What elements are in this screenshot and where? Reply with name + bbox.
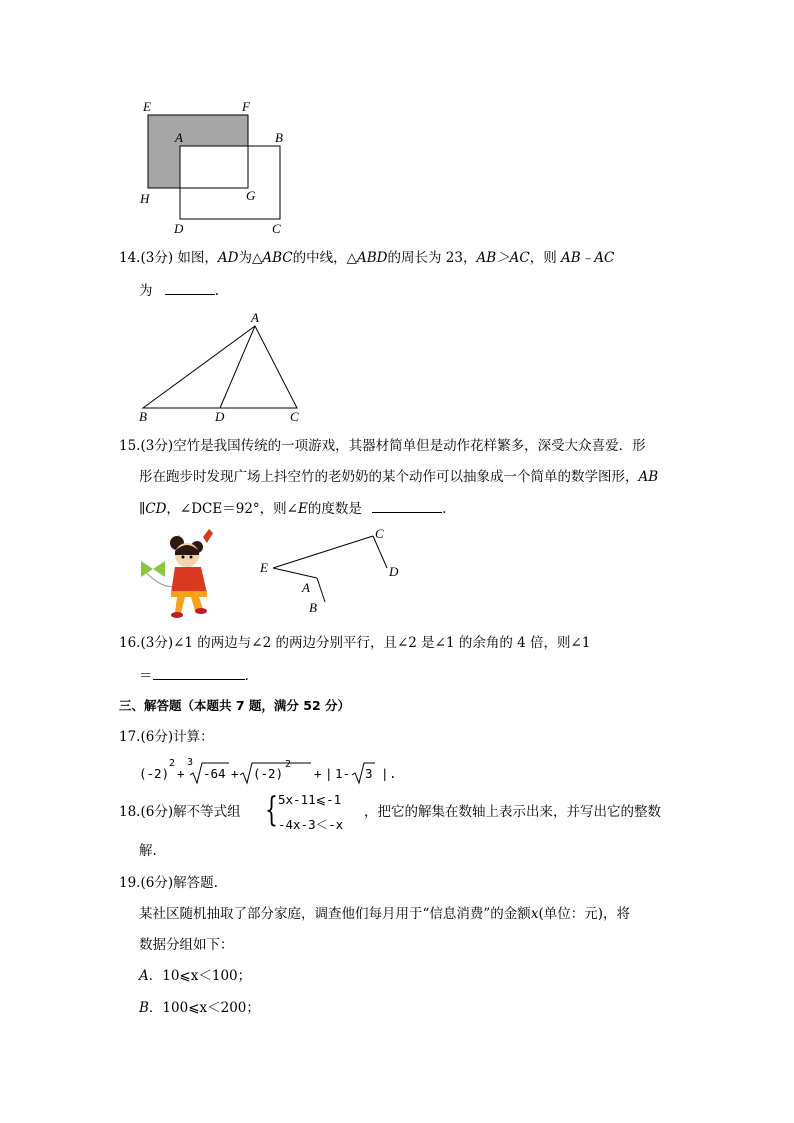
q15-mid: ，则∠ — [259, 501, 298, 517]
q18-text-before: 解不等式组 — [173, 804, 241, 820]
label-e: E — [143, 99, 151, 114]
q19-paragraph-line1 — [139, 904, 630, 924]
q18-text-after: ，把它的解集在数轴上表示出来，并写出它的整数 — [364, 804, 661, 820]
label-a: A — [175, 130, 183, 145]
line-ab — [317, 578, 325, 602]
q14-ab-gt-ac: AB＞AC — [476, 250, 530, 266]
question-score: (3分) — [140, 438, 174, 454]
q18-ineq2: -4x-3＜-x — [278, 817, 344, 832]
question-14-line1 — [119, 248, 614, 268]
q19-option-a — [139, 966, 251, 986]
question-number: 16. — [119, 635, 141, 651]
option-sep: ． — [148, 1000, 163, 1016]
q17-root2: (-2) — [253, 766, 284, 781]
q14-ab-minus-ac: AB﹣AC — [561, 250, 615, 266]
question-18-line2: 解. — [139, 843, 157, 859]
q17-text: 计算： — [173, 729, 214, 745]
option-text: 10⩽x＜100； — [162, 968, 252, 984]
q17-root1: -64 — [203, 766, 226, 781]
question-number: 19. — [119, 875, 141, 891]
label-e: E — [260, 560, 268, 575]
question-19-line1 — [119, 873, 218, 893]
q19-p1b: (单位：元)，将 — [538, 906, 630, 922]
label-b: B — [275, 130, 283, 145]
q17-plus3: + — [314, 766, 322, 781]
q19-p1a: 某社区随机抽取了部分家庭，调查他们每月用于“信息消费”的金额 — [139, 906, 531, 922]
label-d: D — [174, 221, 184, 236]
q15-text: 彤在跑步时发现广场上抖空竹的老奶奶的某个动作可以抽象成一个简单的数学图形， — [139, 469, 639, 485]
q17-end: . — [389, 766, 397, 781]
q17-base: (-2) — [139, 766, 170, 781]
q14-abd: ABD — [357, 250, 388, 266]
q15-e: E — [297, 501, 308, 517]
label-a: A — [302, 580, 310, 595]
label-a: A — [251, 310, 259, 325]
question-16-line2 — [139, 665, 249, 686]
section-heading: 三、解答题（本题共 7 题，满分 52 分） — [119, 698, 351, 713]
q14-text: ，则 — [529, 250, 557, 266]
q17-root2-exp: 2 — [285, 759, 292, 770]
q14-line2-prefix: 为 — [139, 283, 153, 299]
question-15-line2 — [139, 467, 658, 487]
q17-exp: 2 — [169, 758, 176, 769]
q15-end: . — [442, 501, 447, 517]
q17-plus1: + — [177, 766, 185, 781]
question-score: (6分) — [140, 729, 174, 745]
triangle-abc — [143, 326, 297, 408]
answer-blank[interactable] — [153, 665, 245, 680]
q19-x: x — [530, 906, 539, 922]
q15-ab: AB — [638, 469, 659, 485]
answer-blank[interactable] — [165, 280, 215, 295]
answer-blank[interactable] — [372, 498, 442, 513]
label-g: G — [246, 188, 256, 203]
label-c: C — [272, 221, 281, 236]
q15-parallel: ∥ — [139, 501, 146, 517]
q17-cube-index: 3 — [187, 757, 194, 768]
q18-ineq1: 5x-11⩽-1 — [278, 792, 342, 807]
question-14-line2 — [139, 280, 219, 301]
q15-angle: ∠DCE＝92° — [179, 501, 260, 517]
label-d: D — [215, 409, 225, 424]
q14-line2-end: . — [214, 283, 220, 299]
question-number: 17. — [119, 729, 141, 745]
q14-text: 如图， — [177, 250, 218, 266]
question-score: (3分) — [140, 635, 174, 651]
label-c: C — [290, 409, 299, 424]
label-h: H — [140, 191, 150, 206]
q15-text: 空竹是我国传统的一项游戏，其器材简单但是动作花样繁多，深受大众喜爱．形 — [173, 438, 646, 454]
q14-text: 的中线，△ — [292, 250, 358, 266]
label-f: F — [242, 99, 250, 114]
question-score: (6分) — [140, 804, 174, 820]
question-15-line1 — [119, 436, 646, 456]
label-d: D — [389, 564, 399, 579]
q15-cd: CD — [145, 501, 167, 517]
q16-end: . — [244, 668, 249, 684]
q15-sep: ， — [166, 501, 180, 517]
label-b: B — [309, 600, 317, 615]
option-sep: ． — [148, 968, 163, 984]
question-18-line1 — [119, 802, 241, 822]
angle-figure — [255, 522, 415, 617]
question-score: (3分) — [140, 250, 174, 266]
label-b: B — [139, 409, 147, 424]
question-number: 14. — [119, 250, 141, 266]
line-ec — [273, 536, 373, 568]
question-15-line3 — [139, 498, 446, 519]
question-number: 18. — [119, 804, 141, 820]
question-16-line1 — [119, 633, 590, 653]
q17-formula — [139, 757, 459, 790]
q17-plus2: + — [231, 766, 239, 781]
question-number: 15. — [119, 438, 141, 454]
question-score: (6分) — [140, 875, 174, 891]
q16-text: ∠1 的两边与∠2 的两边分别平行，且∠2 是∠1 的余角的 4 倍，则∠1 — [173, 635, 591, 651]
q14-text: 为△ — [238, 250, 263, 266]
q17-abs-open: | — [325, 766, 333, 781]
q16-eq: ＝ — [139, 668, 153, 684]
q17-abs-close: | — [381, 766, 389, 781]
q14-ad: AD — [217, 250, 239, 266]
rectangles-figure — [130, 95, 300, 240]
system-brace: { — [265, 790, 278, 830]
q14-text: 的周长为 23， — [387, 250, 477, 266]
q19-text: 解答题. — [173, 875, 218, 891]
q15-tail: 的度数是 — [307, 501, 362, 517]
triangle-figure — [133, 308, 313, 426]
girl-diabolo-illustration — [135, 525, 225, 620]
q17-sqrt3: 3 — [365, 766, 373, 781]
question-17-line1 — [119, 727, 214, 747]
option-label: B — [139, 1000, 149, 1016]
option-text: 100⩽x＜200； — [162, 1000, 260, 1016]
q17-abs-inner: 1- — [335, 766, 351, 781]
q14-abc: ABC — [262, 250, 293, 266]
option-label: A — [139, 968, 149, 984]
q19-paragraph-line2: 数据分组如下： — [139, 937, 234, 953]
line-ea — [273, 568, 317, 578]
inner-white-region — [181, 147, 248, 188]
label-c: C — [375, 526, 384, 541]
q19-option-b — [139, 998, 260, 1018]
